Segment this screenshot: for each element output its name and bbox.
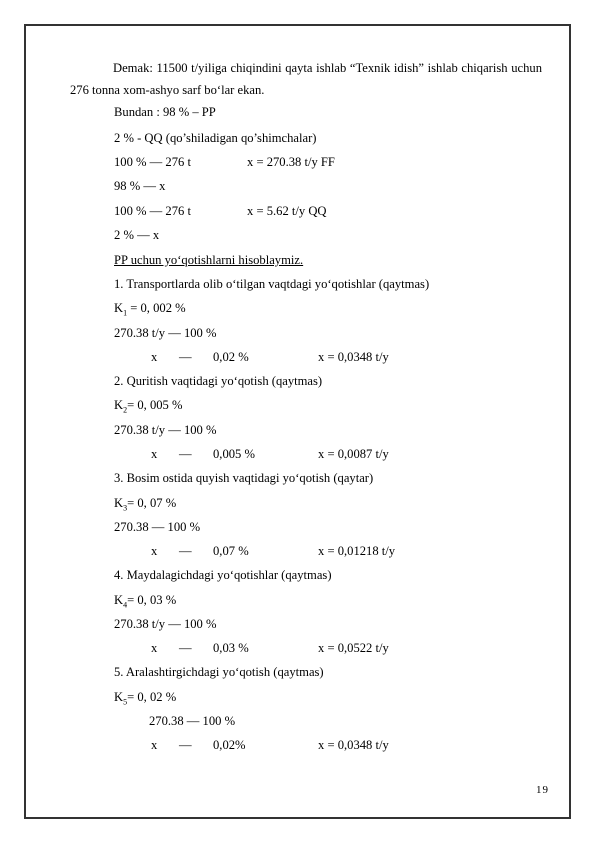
k3-coefficient: $K_3= 0$, 07 % (114, 496, 177, 513)
k2-coefficient: $K_2= 0$, 005 % (114, 398, 183, 415)
ratio-3-result: x = 5.62 t/y QQ (247, 204, 327, 218)
loss-2-percent: 0,005 % (213, 447, 255, 461)
loss-4-proportion: 270.38 t/y — 100 % (114, 617, 217, 631)
ratio-3-left: 100 % — 276 t (114, 204, 191, 218)
k5-coefficient: $K_5= 0$, 02 % (114, 690, 177, 707)
intro-paragraph: Demak: 11500 t/yiliga chiqindini qayta ishlab “Texnik idish” ishlab chiqarish uchun 276 tonna xom-ashyo sarf bo‘lar ekan. (70, 61, 542, 97)
loss-1-result: x = 0,0348 t/y (318, 350, 389, 364)
loss-1-x: x (151, 350, 158, 364)
loss-4-result: x = 0,0522 t/y (318, 641, 389, 655)
loss-2-title: 2. Quritish vaqtidagi yo‘qotish (qaytmas) (114, 374, 323, 388)
ratio-2-left: 98 % — x (114, 179, 166, 193)
ratio-1-result: x = 270.38 t/y FF (247, 155, 335, 169)
loss-2-x: x (151, 447, 158, 461)
loss-5-title: 5. Aralashtirgichdagi yo‘qotish (qaytmas) (114, 665, 324, 679)
loss-3-percent: 0,07 % (213, 544, 249, 558)
loss-1-dash: — (179, 350, 192, 364)
loss-3-proportion: 270.38 — 100 % (114, 520, 201, 534)
ratio-1-left: 100 % — 276 t (114, 155, 191, 169)
loss-3-title: 3. Bosim ostida quyish vaqtidagi yo‘qotish (qaytar) (114, 471, 374, 485)
bundan-line: Bundan : 98 % – PP (114, 105, 216, 119)
loss-1-percent: 0,02 % (213, 350, 249, 364)
page-number: 19 (536, 784, 549, 796)
loss-5-dash: — (179, 738, 192, 752)
loss-5-percent: 0,02% (213, 738, 246, 752)
loss-2-result: x = 0,0087 t/y (318, 447, 389, 461)
loss-1-title: 1. Transportlarda olib o‘tilgan vaqtdagi yo‘qotishlar (qaytmas) (114, 277, 430, 291)
loss-2-proportion: 270.38 t/y — 100 % (114, 423, 217, 437)
ratio-4-left: 2 % — x (114, 228, 160, 242)
loss-5-proportion: 270.38 — 100 % (149, 714, 236, 728)
loss-1-proportion: 270.38 t/y — 100 % (114, 326, 217, 340)
loss-4-x: x (151, 641, 158, 655)
k1-coefficient: $K_1 = 0$, 002 % (114, 301, 186, 318)
loss-5-x: x (151, 738, 158, 752)
loss-2-dash: — (179, 447, 192, 461)
k4-coefficient: $K_4= 0$, 03 % (114, 593, 177, 610)
section-heading: PP uchun yo‘qotishlarni hisoblaymiz. (114, 253, 304, 267)
loss-4-percent: 0,03 % (213, 641, 249, 655)
qq-definition: 2 % - QQ (qo’shiladigan qo’shimchalar) (114, 131, 317, 145)
loss-4-dash: — (179, 641, 192, 655)
loss-3-x: x (151, 544, 158, 558)
loss-5-result: x = 0,0348 t/y (318, 738, 389, 752)
loss-3-dash: — (179, 544, 192, 558)
loss-3-result: x = 0,01218 t/y (318, 544, 396, 558)
loss-4-title: 4. Maydalagichdagi yo‘qotishlar (qaytmas) (114, 568, 332, 582)
